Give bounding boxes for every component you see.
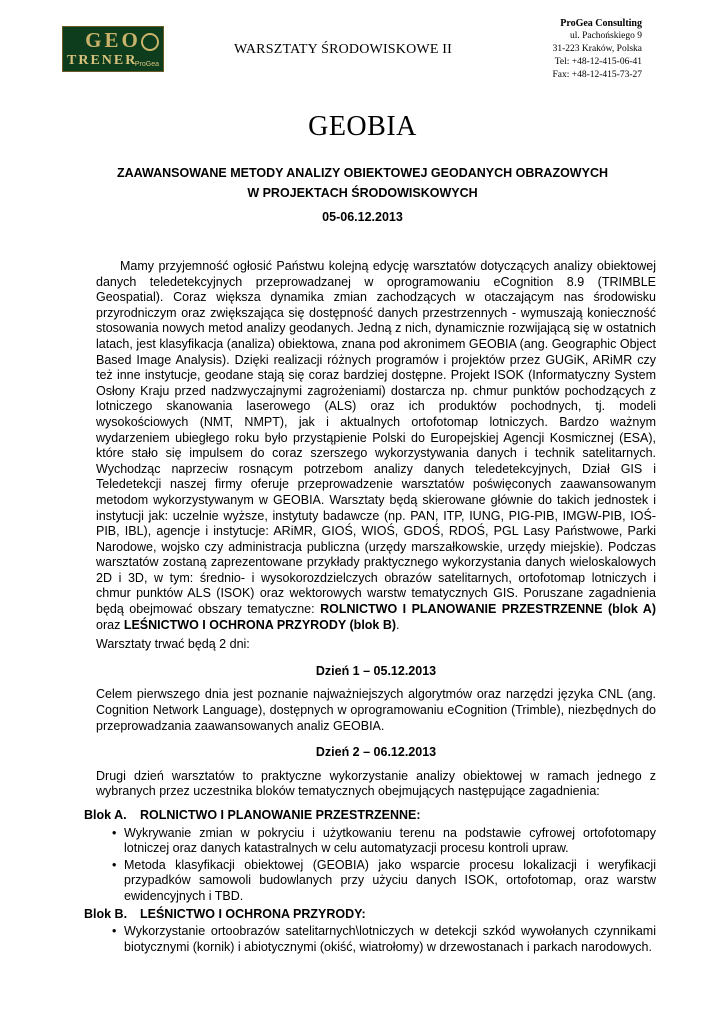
- intro-end: .: [396, 617, 400, 632]
- list-item-text: Wykorzystanie ortoobrazów satelitarnych\lotniczych w detekcji szkód wywołanych czynnikami biotycznymi (kornik) i abiotycznymi (okiść, wiatrołomy) w drzewostanach i parkach narodowych.: [124, 924, 656, 954]
- contact-city: 31-223 Kraków, Polska: [552, 44, 642, 54]
- intro-text: Mamy przyjemność ogłosić Państwu kolejną edycję warsztatów dotyczących analizy obiektowej danych teledetekcyjnych przeprowadzanej w oprogramowaniu eCognition 8.9 (TRIMBLE Geospatial). Coraz większa dynamika zmian zachodzących w otaczającym nas środowisku przyrodniczym oraz zwiększająca się dostępność danych przestrzennych - wymuszają konieczność stosowania nowych metod analizy geodanych. Jedną z nich, dynamicznie rozwijającą się w ostatnich latach, jest klasyfikacja (analiza) obiektowa, znana pod akronimem GEOBIA (ang. Geographic Object Based Image Analysis). Dzięki realizacji różnych programów i projektów przez GUGiK, ARiMR czy też inne instytucje, geodane stają się coraz bardziej dostępne. Projekt ISOK (Informatyczny System Osłony Kraju przed nadzwyczajnymi zagrożeniami) dostarcza np. chmur punktów pochodzących z lotniczego skanowania laserowego (ALS) oraz ich produktów pochodnych, tj. modeli wysokościowych (NMT, NMPT), jak i aktualnych ortofotomap lotniczych. Bardzo ważnym wydarzeniem ubiegłego roku było przystąpienie Polski do Europejskiej Agencji Kosmicznej (ESA), które stało się impulsem do coraz szerszego wykorzystywania danych i technik satelitarnych. Wychodząc naprzeciw rosnącym potrzebom analizy danych teledetekcyjnych, Dział GIS i Teledetekcji naszej firmy oferuje przeprowadzenie warsztatów poświęconych zaawansowanym metodom wykorzystywanym w GEOBIA. Warsztaty będą skierowane głównie do takich jednostek i instytucji jak: uczelnie wyższe, instytuty badawcze (np. PAN, ITP, IUNG, PIG-PIB, IMGW-PIB, IOŚ-PIB, IBL), agencje i instytucje: ARiMR, GIOŚ, WIOŚ, GDOŚ, RDOŚ, PGL Lasy Państwowe, Parki Narodowe, wojsko czy administracja publiczna (urzędy marszałkowskie, urzędy miejskie). Podczas warsztatów zostaną zaprezentowane przykłady praktycznego wykorzystania danych wieloskalowych 2D i 3D, w tym: średnio- i wysokorozdzielczych obrazów satelitarnych, ortofotomap lotniczych i chmur punktów ALS (ISOK) oraz wektorowych warstw tematycznych GIS. Poruszane zagadnienia będą obejmować obszary tematyczne:: [96, 259, 656, 617]
- block-a-title: ROLNICTWO I PLANOWANIE PRZESTRZENNE:: [140, 808, 421, 822]
- subtitle-line2: W PROJEKTACH ŚRODOWISKOWYCH: [247, 186, 478, 200]
- contact-block: [552, 17, 642, 82]
- logo-trener-text: TRENER: [67, 53, 138, 68]
- subtitle: [0, 163, 725, 203]
- duration-text: Warsztaty trwać będą 2 dni:: [96, 637, 250, 652]
- block-a-label: Blok A.: [84, 808, 127, 822]
- event-dates: 05-06.12.2013: [322, 210, 403, 224]
- geotrener-logo: [62, 26, 164, 72]
- block-a-list: [96, 826, 656, 905]
- topic-b: LEŚNICTWO I OCHRONA PRZYRODY (blok B): [123, 617, 397, 632]
- topic-connector: oraz: [96, 617, 121, 632]
- bullet-icon: •: [112, 825, 117, 840]
- document-body: [84, 259, 656, 956]
- company-name: ProGea Consulting: [560, 18, 642, 29]
- block-b-title: LEŚNICTWO I OCHRONA PRZYRODY:: [140, 906, 366, 921]
- list-item: [96, 826, 656, 857]
- logo-seal-icon: [141, 33, 159, 51]
- day1-heading: Dzień 1 – 05.12.2013: [315, 663, 437, 678]
- page-title: GEOBIA: [308, 111, 417, 142]
- logo-geo-text: GEO: [85, 28, 141, 52]
- block-a-heading: [84, 808, 656, 824]
- logo-brand-text: ProGea: [134, 61, 159, 68]
- subtitle-line1: ZAAWANSOWANE METODY ANALIZY OBIEKTOWEJ GEODANYCH OBRAZOWYCH: [117, 166, 608, 180]
- list-item-text: Metoda klasyfikacji obiektowej (GEOBIA) jako wsparcie procesu lokalizacji i weryfikacji przypadków samowoli budowlanych przy użyciu danych ISOK, ortofotomap, oraz warstw ewidencyjnych i TBD.: [124, 857, 656, 903]
- list-item: [96, 858, 656, 905]
- bullet-icon: •: [112, 924, 117, 939]
- bullet-icon: •: [112, 857, 117, 872]
- day2-heading: Dzień 2 – 06.12.2013: [315, 745, 437, 760]
- list-item: [96, 924, 656, 955]
- day1-text: Celem pierwszego dnia jest poznanie najważniejszych algorytmów oraz narzędzi języka CNL (ang. Cognition Network Language), dostępnych w oprogramowaniu eCognition (Trimble), niezbędnych do przeprowadzania zaawansowanych analiz GEOBIA.: [96, 687, 656, 733]
- intro-paragraph: [96, 259, 656, 633]
- day2-text: Drugi dzień warsztatów to praktyczne wykorzystanie analizy obiektowej w ramach jednego z wybranych przez uczestnika bloków tematycznych obejmujących następujące zagadnienia:: [96, 768, 656, 799]
- block-b-list: [96, 924, 656, 955]
- block-b-heading: [84, 907, 656, 923]
- block-b-label: Blok B.: [84, 906, 128, 921]
- contact-street: ul. Pachońskiego 9: [569, 31, 642, 41]
- topic-a: ROLNICTWO I PLANOWANIE PRZESTRZENNE (blok A): [320, 602, 656, 617]
- contact-tel: Tel: +48-12-415-06-41: [554, 57, 642, 67]
- list-item-text: Wykrywanie zmian w pokryciu i użytkowaniu terenu na podstawie cyfrowej ortofotomapy lotniczej oraz danych katastralnych w celu automatyzacji procesu kontroli upraw.: [124, 825, 656, 856]
- workshop-title: WARSZTATY ŚRODOWISKOWE II: [234, 42, 453, 57]
- contact-fax: Fax: +48-12-415-73-27: [552, 70, 642, 80]
